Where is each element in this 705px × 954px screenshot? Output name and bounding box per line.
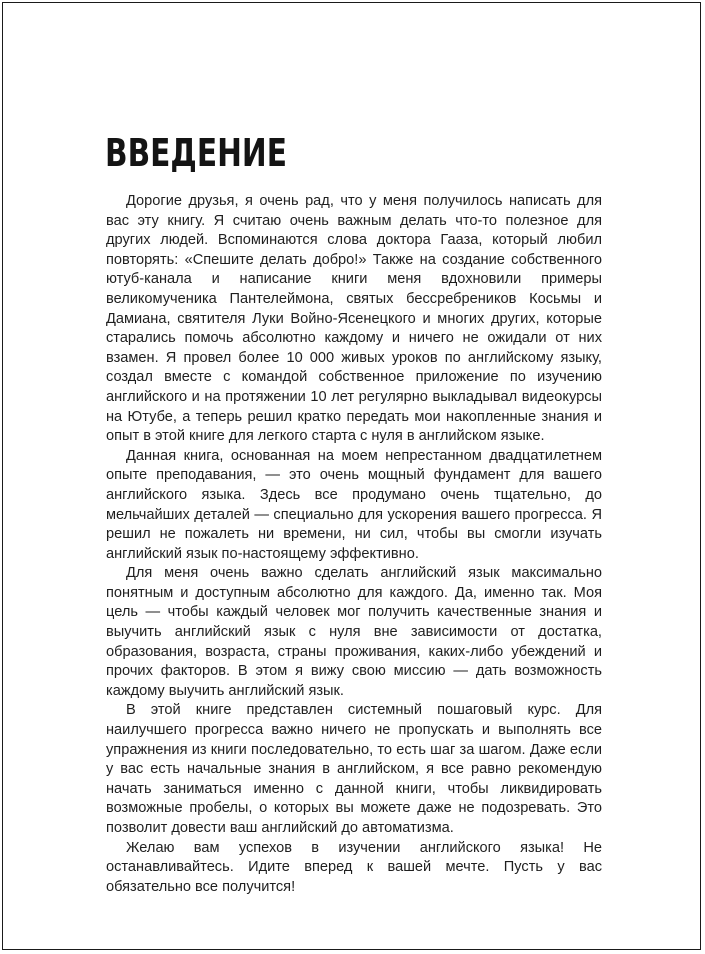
chapter-title: ВВЕДЕНИЕ [105,131,287,175]
paragraph-3: Для меня очень важно сделать английский язык максимально понятным и доступным абсолютно для каждого. Да, именно так. Моя цель — чтобы каждый человек мог получить качественные знания и выучить английский язык с нуля вне зависимости от достатка, образования, возраста, страны проживания, каких-либо убеждений и прочих факторов. В этом я вижу свою миссию — дать возможность каждому выучить английский язык. [106,565,602,699]
paragraph-4: В этой книге представлен системный пошаговый курс. Для наилучшего прогресса важно ничего не пропускать и выполнять все упражнения из книги последовательно, то есть шаг за шагом. Даже если у вас есть начальные знания в английском, я все равно рекомендую начать заниматься именно с данной книги, чтобы ликвидировать возможные пробелы, о которых вы можете даже не подозревать. Это позволит довести ваш английский до автоматизма. [106,702,602,836]
paragraph-1: Дорогие друзья, я очень рад, что у меня получилось написать для вас эту книгу. Я считаю очень важным делать что-то полезное для других людей. Вспоминаются слова доктора Гааза, который любил повторять: «Спешите делать добро!» Также на создание собственного ютуб-канала и написание книги меня вдохновили примеры великомученика Пантелеймона, святых бессребреников Косьмы и Дамиана, святителя Луки Войно-Ясенецкого и многих других, которые старались помочь абсолютно каждому и ничего не ожидали от них взамен. Я провел более 10 000 живых уроков по английскому языку, создал вместе с командой собственное приложение по изучению английского и на протяжении 10 лет регулярно выкладывал видеокурсы на Ютубе, а теперь решил кратко передать мои накопленные знания и опыт в этой книге для легкого старта с нуля в английском языке. [106,193,602,445]
chapter-body [106,192,602,897]
book-page [2,2,701,950]
paragraph-2: Данная книга, основанная на моем непрестанном двадцатилетнем опыте преподавания, — это очень мощный фундамент для вашего английского языка. Здесь все продумано очень тщательно, до мельчайших деталей — специально для ускорения вашего прогресса. Я решил не пожалеть ни времени, ни сил, чтобы вы смогли изучать английский язык по-настоящему эффективно. [106,447,602,562]
paragraph-5: Желаю вам успехов в изучении английского языка! Не останавливайтесь. Идите вперед к вашей мечте. Пусть у вас обязательно все получится! [106,839,602,895]
